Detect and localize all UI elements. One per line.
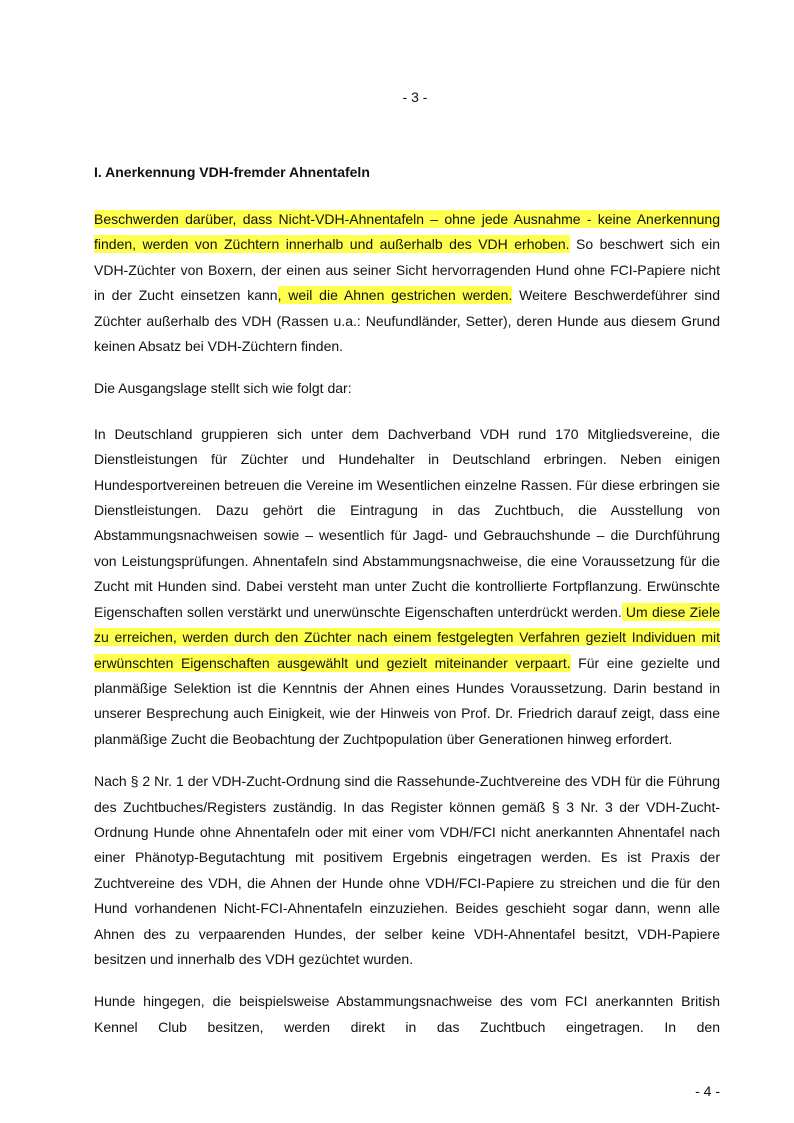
paragraph-situation-intro: Die Ausgangslage stellt sich wie folgt dar: (94, 380, 352, 397)
paragraph-complaints (94, 207, 720, 359)
page-number-header: - 3 - (402, 89, 428, 105)
section-heading: I. Anerkennung VDH-fremder Ahnentafeln (94, 164, 370, 180)
highlight-ancestors: , weil die Ahnen gestrichen werden. (277, 287, 513, 304)
paragraph-kennel-club: Hunde hingegen, die beispielsweise Abstammungsnachweise des vom FCI anerkannten British Kennel Club besitzen, werden direkt in das Zuchtbuch eingetragen. In den (94, 993, 720, 1035)
document-body (94, 163, 720, 1057)
page-number-footer: - 4 - (695, 1083, 720, 1099)
paragraph-text: Für eine gezielte und planmäßige Selektion ist die Kenntnis der Ahnen eines Hundes Voraussetzung. Darin bestand in unserer Besprechung auch Einigkeit, wie der Hinweis von Prof. Dr. Friedrich darauf zeigt, dass eine planmäßige Zucht die Beobachtung der Zuchtpopulation über Generationen hinweg erfordert. (94, 654, 720, 747)
paragraph-germany (94, 422, 720, 752)
paragraph-text: So beschwert sich ein VDH-Züchter von Boxern, der einen aus seiner Sicht hervorragenden Hund ohne FCI-Papiere nicht in der Zucht einsetzen kann (94, 236, 720, 304)
paragraph-text: Weitere Beschwerdeführer sind Züchter außerhalb des VDH (Rassen u.a.: Neufundländer, Setter), deren Hunde aus diesem Grund keinen Absatz bei VDH-Züchtern finden. (94, 287, 720, 355)
paragraph-zuchtordnung: Nach § 2 Nr. 1 der VDH-Zucht-Ordnung sind die Rassehunde-Zuchtvereine des VDH für die Führung des Zuchtbuches/Registers zuständig. In das Register können gemäß § 3 Nr. 3 der VDH-Zucht-Ordnung Hunde ohne Ahnentafeln oder mit einer vom VDH/FCI nicht anerkannten Ahnentafel nach einer Phänotyp-Begutachtung mit positivem Ergebnis eingetragen werden. Es ist Praxis der Zuchtvereine des VDH, die Ahnen der Hunde ohne VDH/FCI-Papiere zu streichen und die für den Hund vorhandenen Nicht-FCI-Ahnentafeln einzuziehen. Beides geschieht sogar dann, wenn alle Ahnen des zu verpaarenden Hundes, der selber keine VDH-Ahnentafel besitzt, VDH-Papiere besitzen und innerhalb des VDH gezüchtet wurden. (94, 773, 720, 967)
highlight-complaints: Beschwerden darüber, dass Nicht-VDH-Ahnentafeln – ohne jede Ausnahme - keine Anerkennung finden, werden von Züchtern innerhalb und außerhalb des VDH erhoben. (94, 211, 720, 253)
paragraph-text: In Deutschland gruppieren sich unter dem Dachverband VDH rund 170 Mitgliedsvereine, die Dienstleistungen für Züchter und Hundehalter in Deutschland erbringen. Neben einigen Hundesportvereinen betreuen die Vereine im Wesentlichen einzelne Rassen. Für diese erbringen sie Dienstleistungen. Dazu gehört die Eintragung in das Zuchtbuch, die Ausstellung von Abstammungsnachweisen sowie – wesentlich für Jagd- und Gebrauchshunde – die Durchführung von Leistungsprüfungen. Ahnentafeln sind Abstammungsnachweise, die eine Voraussetzung für die Zucht mit Hunden sind. Dabei versteht man unter Zucht die kontrollierte Fortpflanzung. Erwünschte Eigenschaften sollen verstärkt und unerwünschte Eigenschaften unterdrückt werden. (94, 425, 720, 620)
highlight-breeding-goals: Um diese Ziele zu erreichen, werden durch den Züchter nach einem festgelegten Verfahren gezielt Individuen mit erwünschten Eigenschaften ausgewählt und gezielt miteinander verpaart. (94, 603, 720, 671)
